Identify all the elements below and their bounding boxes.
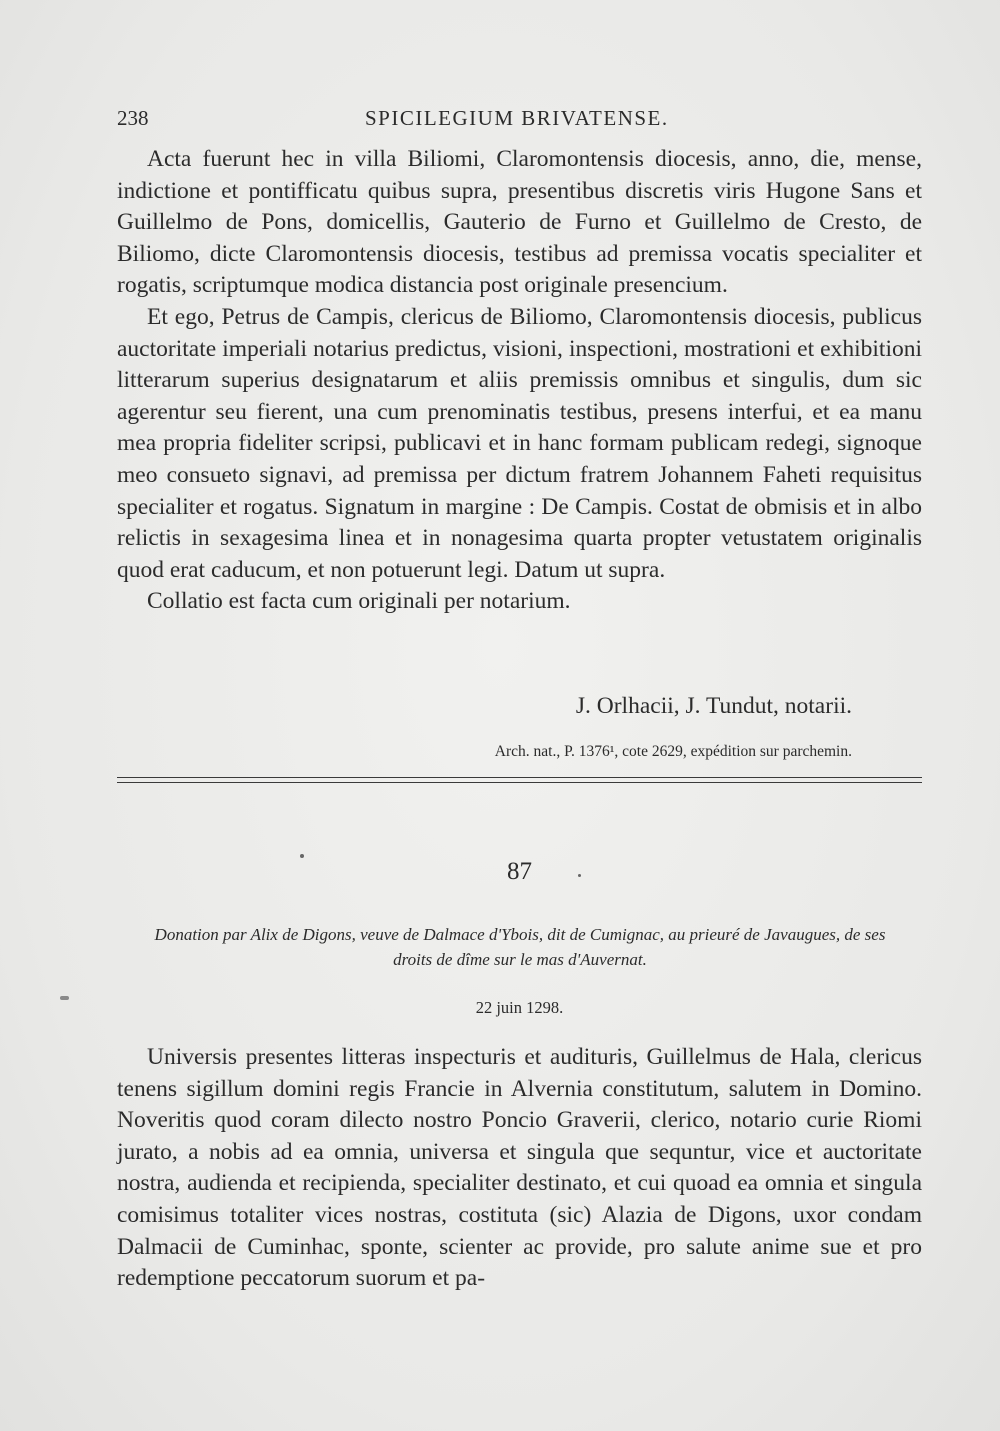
text-block-document [117,1042,922,1295]
section-rule-thick [117,777,922,778]
running-title: SPICILEGIUM BRIVATENSE. [365,106,669,130]
ink-speck [60,996,69,1000]
text-block-continuation [117,144,922,618]
paragraph-universis: Universis presentes litteras inspecturis et audituris, Guillelmus de Hala, clericus tenens sigillum domini regis Francie in Alvernia constitutum, salutem in Domino. Noveritis quod coram dilecto nostro Poncio Graverii, clerico, notario curie Riomi jurato, a nobis ad ea omnia, universa et singula que sequntur, vice et auctoritate nostra, audienda et recipienda, specialiter destinato, et cui quoad ea omnia et singula comisimus totaliter vices nostras, costituta (sic) Alazia de Digons, uxor condam Dalmacii de Cuminhac, sponte, scienter ac provide, pro salute anime sue et pro redemptione peccatorum suorum et pa- [117,1044,922,1292]
notary-signature: J. Orlhacii, J. Tundut, notarii. [575,693,852,719]
document-number: 87 [507,858,532,885]
document-title: Donation par Alix de Digons, veuve de Dalmace d'Ybois, dit de Cumignac, au prieuré de Javaugues, de ses droits de dîme sur le mas d'Auvernat. [154,925,886,969]
paragraph-collatio: Collatio est facta cum originali per notarium. [147,588,571,615]
page-number: 238 [117,106,149,130]
page-header [117,106,922,136]
paragraph-notary: Et ego, Petrus de Campis, clericus de Biliomo, Claromontensis diocesis, publicus auctoritate imperiali notarius predictus, visioni, inspectioni, mostrationi et exhibitioni litterarum superius designatarum et aliis premissis omnibus et singulis, dum sic agerentur seu fierent, una cum prenominatis testibus, presens interfui, et ea manu mea propria fideliter scripsi, publicavi et in hanc formam publicam redegi, signoque meo consueto signavi, ad premissa per dictum fratrem Johannem Faheti requisitus specialiter et rogatus. Signatum in margine : De Campis. Costat de obmisis et in albo relictis in sexagesima linea et in nonagesima quarta propter vetustatem originalis quod erat caducum, et non potuerunt legi. Datum ut supra. [117,303,922,583]
source-note: Arch. nat., P. 1376¹, cote 2629, expédition sur parchemin. [494,743,852,760]
paragraph-acta: Acta fuerunt hec in villa Biliomi, Claromontensis diocesis, anno, die, mense, indictione et pontifficatu quibus supra, presentibus discretis viris Hugone Sans et Guillelmo de Pons, domicellis, Gauterio de Furno et Guillelmo de Cresto, de Biliomo, dicte Claromontensis diocesis, testibus ad premissa vocatis specialiter et rogatis, scriptumque modica distancia post originale presencium. [117,146,922,299]
document-date: 22 juin 1298. [475,998,564,1017]
section-rule-thin [117,782,922,783]
